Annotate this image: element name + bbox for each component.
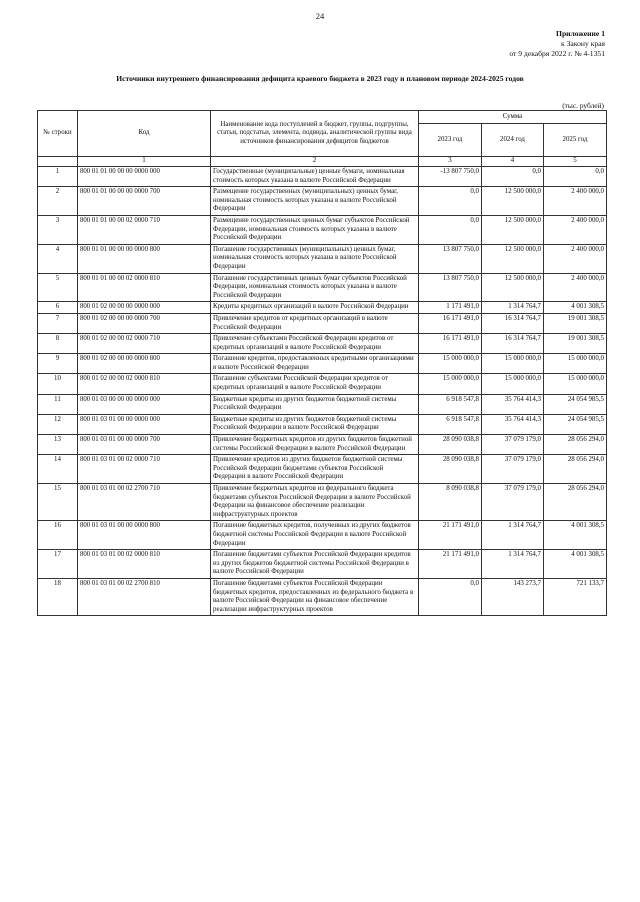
row-value-2023: 21 171 491,0 xyxy=(419,550,482,579)
row-value-2024: 37 079 179,0 xyxy=(482,455,544,484)
row-code: 800 01 02 00 00 00 0000 700 xyxy=(78,313,211,333)
row-value-2024: 1 314 764,7 xyxy=(482,302,544,314)
row-name: Погашение государственных (муниципальных) ценных бумаг, номинальная стоимость которых указана в валюте Российской Федерации xyxy=(211,244,419,273)
row-name: Размещение государственных ценных бумаг субъектов Российской Федерации, номинальная стоимость которых указана в валюте Российской Федерации xyxy=(211,215,419,244)
row-value-2023: 1 171 491,0 xyxy=(419,302,482,314)
row-value-2023: 6 918 547,8 xyxy=(419,394,482,414)
row-code: 800 01 01 00 00 00 0000 800 xyxy=(78,244,211,273)
row-name: Погашение бюджетами субъектов Российской Федерации кредитов из других бюджетов бюджетной системы Российской Федерации в валюте Российской Федерации xyxy=(211,550,419,579)
row-value-2023: 0,0 xyxy=(419,578,482,615)
row-name: Привлечение субъектами Российской Федерации кредитов от кредитных организаций в валюте Российской Федерации xyxy=(211,334,419,354)
table-row xyxy=(38,578,607,615)
row-name: Привлечение кредитов от кредитных организаций в валюте Российской Федерации xyxy=(211,313,419,333)
appendix-block xyxy=(509,29,605,59)
row-number: 5 xyxy=(38,273,78,302)
row-value-2023: 21 171 491,0 xyxy=(419,521,482,550)
row-number: 18 xyxy=(38,578,78,615)
row-value-2025: 0,0 xyxy=(544,167,607,187)
row-value-2023: 28 090 038,8 xyxy=(419,455,482,484)
row-number: 3 xyxy=(38,215,78,244)
header-name: Наименование кода поступлений в бюджет, группы, подгруппы, статьи, подстатьи, элемента, подвида, аналитической группы вида источников финансирования дефицитов бюджетов xyxy=(211,111,419,157)
row-value-2024: 143 273,7 xyxy=(482,578,544,615)
row-value-2025: 19 001 308,5 xyxy=(544,313,607,333)
row-value-2023: 16 171 491,0 xyxy=(419,313,482,333)
sources-table xyxy=(37,110,607,616)
row-value-2024: 1 314 764,7 xyxy=(482,521,544,550)
column-number: 2 xyxy=(211,157,419,167)
row-name: Привлечение бюджетных кредитов из федерального бюджета бюджетами субъектов Российской Федерации в валюте Российской Федерации на финансовое обеспечение реализации инфраструктурных проектов xyxy=(211,484,419,521)
row-name: Погашение государственных ценных бумаг субъектов Российской Федерации, номинальная стоимость которых указана в валюте Российской Федерации xyxy=(211,273,419,302)
row-value-2025: 2 400 000,0 xyxy=(544,244,607,273)
row-code: 800 01 03 00 00 00 0000 000 xyxy=(78,394,211,414)
row-value-2025: 15 000 000,0 xyxy=(544,354,607,374)
table-row xyxy=(38,550,607,579)
row-number: 16 xyxy=(38,521,78,550)
row-number: 13 xyxy=(38,435,78,455)
row-code: 800 01 03 01 00 02 0000 710 xyxy=(78,455,211,484)
header-year-2024: 2024 год xyxy=(482,124,544,157)
table-row xyxy=(38,167,607,187)
row-value-2024: 35 764 414,3 xyxy=(482,414,544,434)
appendix-law-line: к Закону края xyxy=(561,39,605,48)
row-number: 2 xyxy=(38,187,78,216)
table-row xyxy=(38,521,607,550)
row-value-2025: 15 000 000,0 xyxy=(544,374,607,394)
row-number: 14 xyxy=(38,455,78,484)
units-note: (тыс. рублей) xyxy=(562,101,604,110)
row-value-2025: 28 056 294,0 xyxy=(544,435,607,455)
row-name: Погашение кредитов, предоставленных кредитными организациями в валюте Российской Федерации xyxy=(211,354,419,374)
column-number: 1 xyxy=(78,157,211,167)
column-numbering-row xyxy=(38,157,607,167)
table-body xyxy=(38,167,607,616)
row-value-2024: 16 314 764,7 xyxy=(482,313,544,333)
row-value-2024: 0,0 xyxy=(482,167,544,187)
row-number: 10 xyxy=(38,374,78,394)
row-value-2024: 37 079 179,0 xyxy=(482,484,544,521)
row-number: 15 xyxy=(38,484,78,521)
row-name: Привлечение кредитов из других бюджетов бюджетной системы Российской Федерации бюджетами субъектов Российской Федерации в валюте Российской Федерации xyxy=(211,455,419,484)
table-row xyxy=(38,414,607,434)
row-code: 800 01 03 01 00 02 2700 810 xyxy=(78,578,211,615)
column-number: 3 xyxy=(419,157,482,167)
row-code: 800 01 03 01 00 00 0000 000 xyxy=(78,414,211,434)
table-row xyxy=(38,394,607,414)
column-number: 4 xyxy=(482,157,544,167)
header-year-2025: 2025 год xyxy=(544,124,607,157)
row-value-2023: 6 918 547,8 xyxy=(419,414,482,434)
row-name: Размещение государственных (муниципальных) ценных бумаг, номинальная стоимость которых указана в валюте Российской Федерации xyxy=(211,187,419,216)
row-name: Привлечение бюджетных кредитов из других бюджетов бюджетной системы Российской Федерации в валюте Российской Федерации xyxy=(211,435,419,455)
row-code: 800 01 02 00 00 02 0000 710 xyxy=(78,334,211,354)
row-name: Бюджетные кредиты из других бюджетов бюджетной системы Российской Федерации xyxy=(211,394,419,414)
table-row xyxy=(38,273,607,302)
row-value-2024: 37 079 179,0 xyxy=(482,435,544,455)
row-value-2023: 16 171 491,0 xyxy=(419,334,482,354)
row-value-2025: 721 133,7 xyxy=(544,578,607,615)
row-value-2025: 4 001 308,5 xyxy=(544,550,607,579)
row-code: 800 01 02 00 00 00 0000 000 xyxy=(78,302,211,314)
row-value-2024: 12 500 000,0 xyxy=(482,187,544,216)
row-code: 800 01 01 00 00 00 0000 700 xyxy=(78,187,211,216)
row-value-2024: 12 500 000,0 xyxy=(482,273,544,302)
row-value-2025: 2 400 000,0 xyxy=(544,187,607,216)
row-name: Государственные (муниципальные) ценные бумаги, номинальная стоимость которых указана в валюте Российской Федерации xyxy=(211,167,419,187)
row-code: 800 01 03 01 00 02 0000 810 xyxy=(78,550,211,579)
row-value-2023: -13 807 750,0 xyxy=(419,167,482,187)
table-row xyxy=(38,354,607,374)
row-number: 9 xyxy=(38,354,78,374)
table-row xyxy=(38,334,607,354)
row-value-2025: 2 400 000,0 xyxy=(544,273,607,302)
row-name: Бюджетные кредиты из других бюджетов бюджетной системы Российской Федерации в валюте Российской Федерации xyxy=(211,414,419,434)
table-row xyxy=(38,435,607,455)
row-value-2025: 24 054 985,5 xyxy=(544,394,607,414)
row-number: 6 xyxy=(38,302,78,314)
row-number: 11 xyxy=(38,394,78,414)
row-value-2023: 15 000 000,0 xyxy=(419,374,482,394)
row-value-2025: 4 001 308,5 xyxy=(544,521,607,550)
row-value-2023: 13 807 750,0 xyxy=(419,273,482,302)
row-code: 800 01 01 00 00 02 0000 810 xyxy=(78,273,211,302)
row-name: Погашение бюджетами субъектов Российской Федерации бюджетных кредитов, предоставленных из федерального бюджета в валюте Российской Федерации на финансовое обеспечение реализации инфраструктурных проектов xyxy=(211,578,419,615)
row-value-2025: 19 001 308,5 xyxy=(544,334,607,354)
table-row xyxy=(38,187,607,216)
row-name: Погашение бюджетных кредитов, полученных из других бюджетов бюджетной системы Российской Федерации в валюте Российской Федерации xyxy=(211,521,419,550)
row-value-2023: 15 000 000,0 xyxy=(419,354,482,374)
row-value-2023: 28 090 038,8 xyxy=(419,435,482,455)
row-code: 800 01 03 01 00 00 0000 800 xyxy=(78,521,211,550)
row-name: Погашение субъектами Российской Федерации кредитов от кредитных организаций в валюте Российской Федерации xyxy=(211,374,419,394)
table-row xyxy=(38,302,607,314)
header-year-2023: 2023 год xyxy=(419,124,482,157)
row-value-2023: 8 090 038,8 xyxy=(419,484,482,521)
row-code: 800 01 01 00 00 00 0000 000 xyxy=(78,167,211,187)
page-number: 24 xyxy=(315,11,325,21)
row-number: 8 xyxy=(38,334,78,354)
row-value-2025: 4 001 308,5 xyxy=(544,302,607,314)
row-value-2024: 35 764 414,3 xyxy=(482,394,544,414)
row-number: 4 xyxy=(38,244,78,273)
row-code: 800 01 02 00 00 00 0000 800 xyxy=(78,354,211,374)
row-code: 800 01 01 00 00 02 0000 710 xyxy=(78,215,211,244)
row-value-2023: 0,0 xyxy=(419,215,482,244)
table-row xyxy=(38,374,607,394)
row-code: 800 01 03 01 00 02 2700 710 xyxy=(78,484,211,521)
row-value-2025: 24 054 985,5 xyxy=(544,414,607,434)
table-row xyxy=(38,215,607,244)
row-code: 800 01 02 00 00 02 0000 810 xyxy=(78,374,211,394)
column-number: 5 xyxy=(544,157,607,167)
row-number: 12 xyxy=(38,414,78,434)
row-name: Кредиты кредитных организаций в валюте Российской Федерации xyxy=(211,302,419,314)
row-value-2024: 16 314 764,7 xyxy=(482,334,544,354)
row-value-2025: 28 056 294,0 xyxy=(544,455,607,484)
table-row xyxy=(38,244,607,273)
row-value-2024: 12 500 000,0 xyxy=(482,244,544,273)
table-row xyxy=(38,455,607,484)
table-row xyxy=(38,313,607,333)
appendix-title: Приложение 1 xyxy=(556,29,605,38)
row-value-2023: 13 807 750,0 xyxy=(419,244,482,273)
row-value-2024: 15 000 000,0 xyxy=(482,354,544,374)
row-value-2024: 1 314 764,7 xyxy=(482,550,544,579)
header-row-number: № строки xyxy=(38,111,78,157)
row-value-2025: 28 056 294,0 xyxy=(544,484,607,521)
appendix-date-line: от 9 декабря 2022 г. № 4-1351 xyxy=(509,49,605,58)
row-value-2025: 2 400 000,0 xyxy=(544,215,607,244)
table-row xyxy=(38,484,607,521)
header-sum: Сумма xyxy=(419,111,607,124)
column-number xyxy=(38,157,78,167)
header-code: Код xyxy=(78,111,211,157)
row-number: 1 xyxy=(38,167,78,187)
row-code: 800 01 03 01 00 00 0000 700 xyxy=(78,435,211,455)
row-number: 7 xyxy=(38,313,78,333)
row-number: 17 xyxy=(38,550,78,579)
row-value-2024: 12 500 000,0 xyxy=(482,215,544,244)
document-title: Источники внутреннего финансирования дефицита краевого бюджета в 2023 году и плановом периоде 2024-2025 годов xyxy=(116,74,524,83)
row-value-2023: 0,0 xyxy=(419,187,482,216)
row-value-2024: 15 000 000,0 xyxy=(482,374,544,394)
